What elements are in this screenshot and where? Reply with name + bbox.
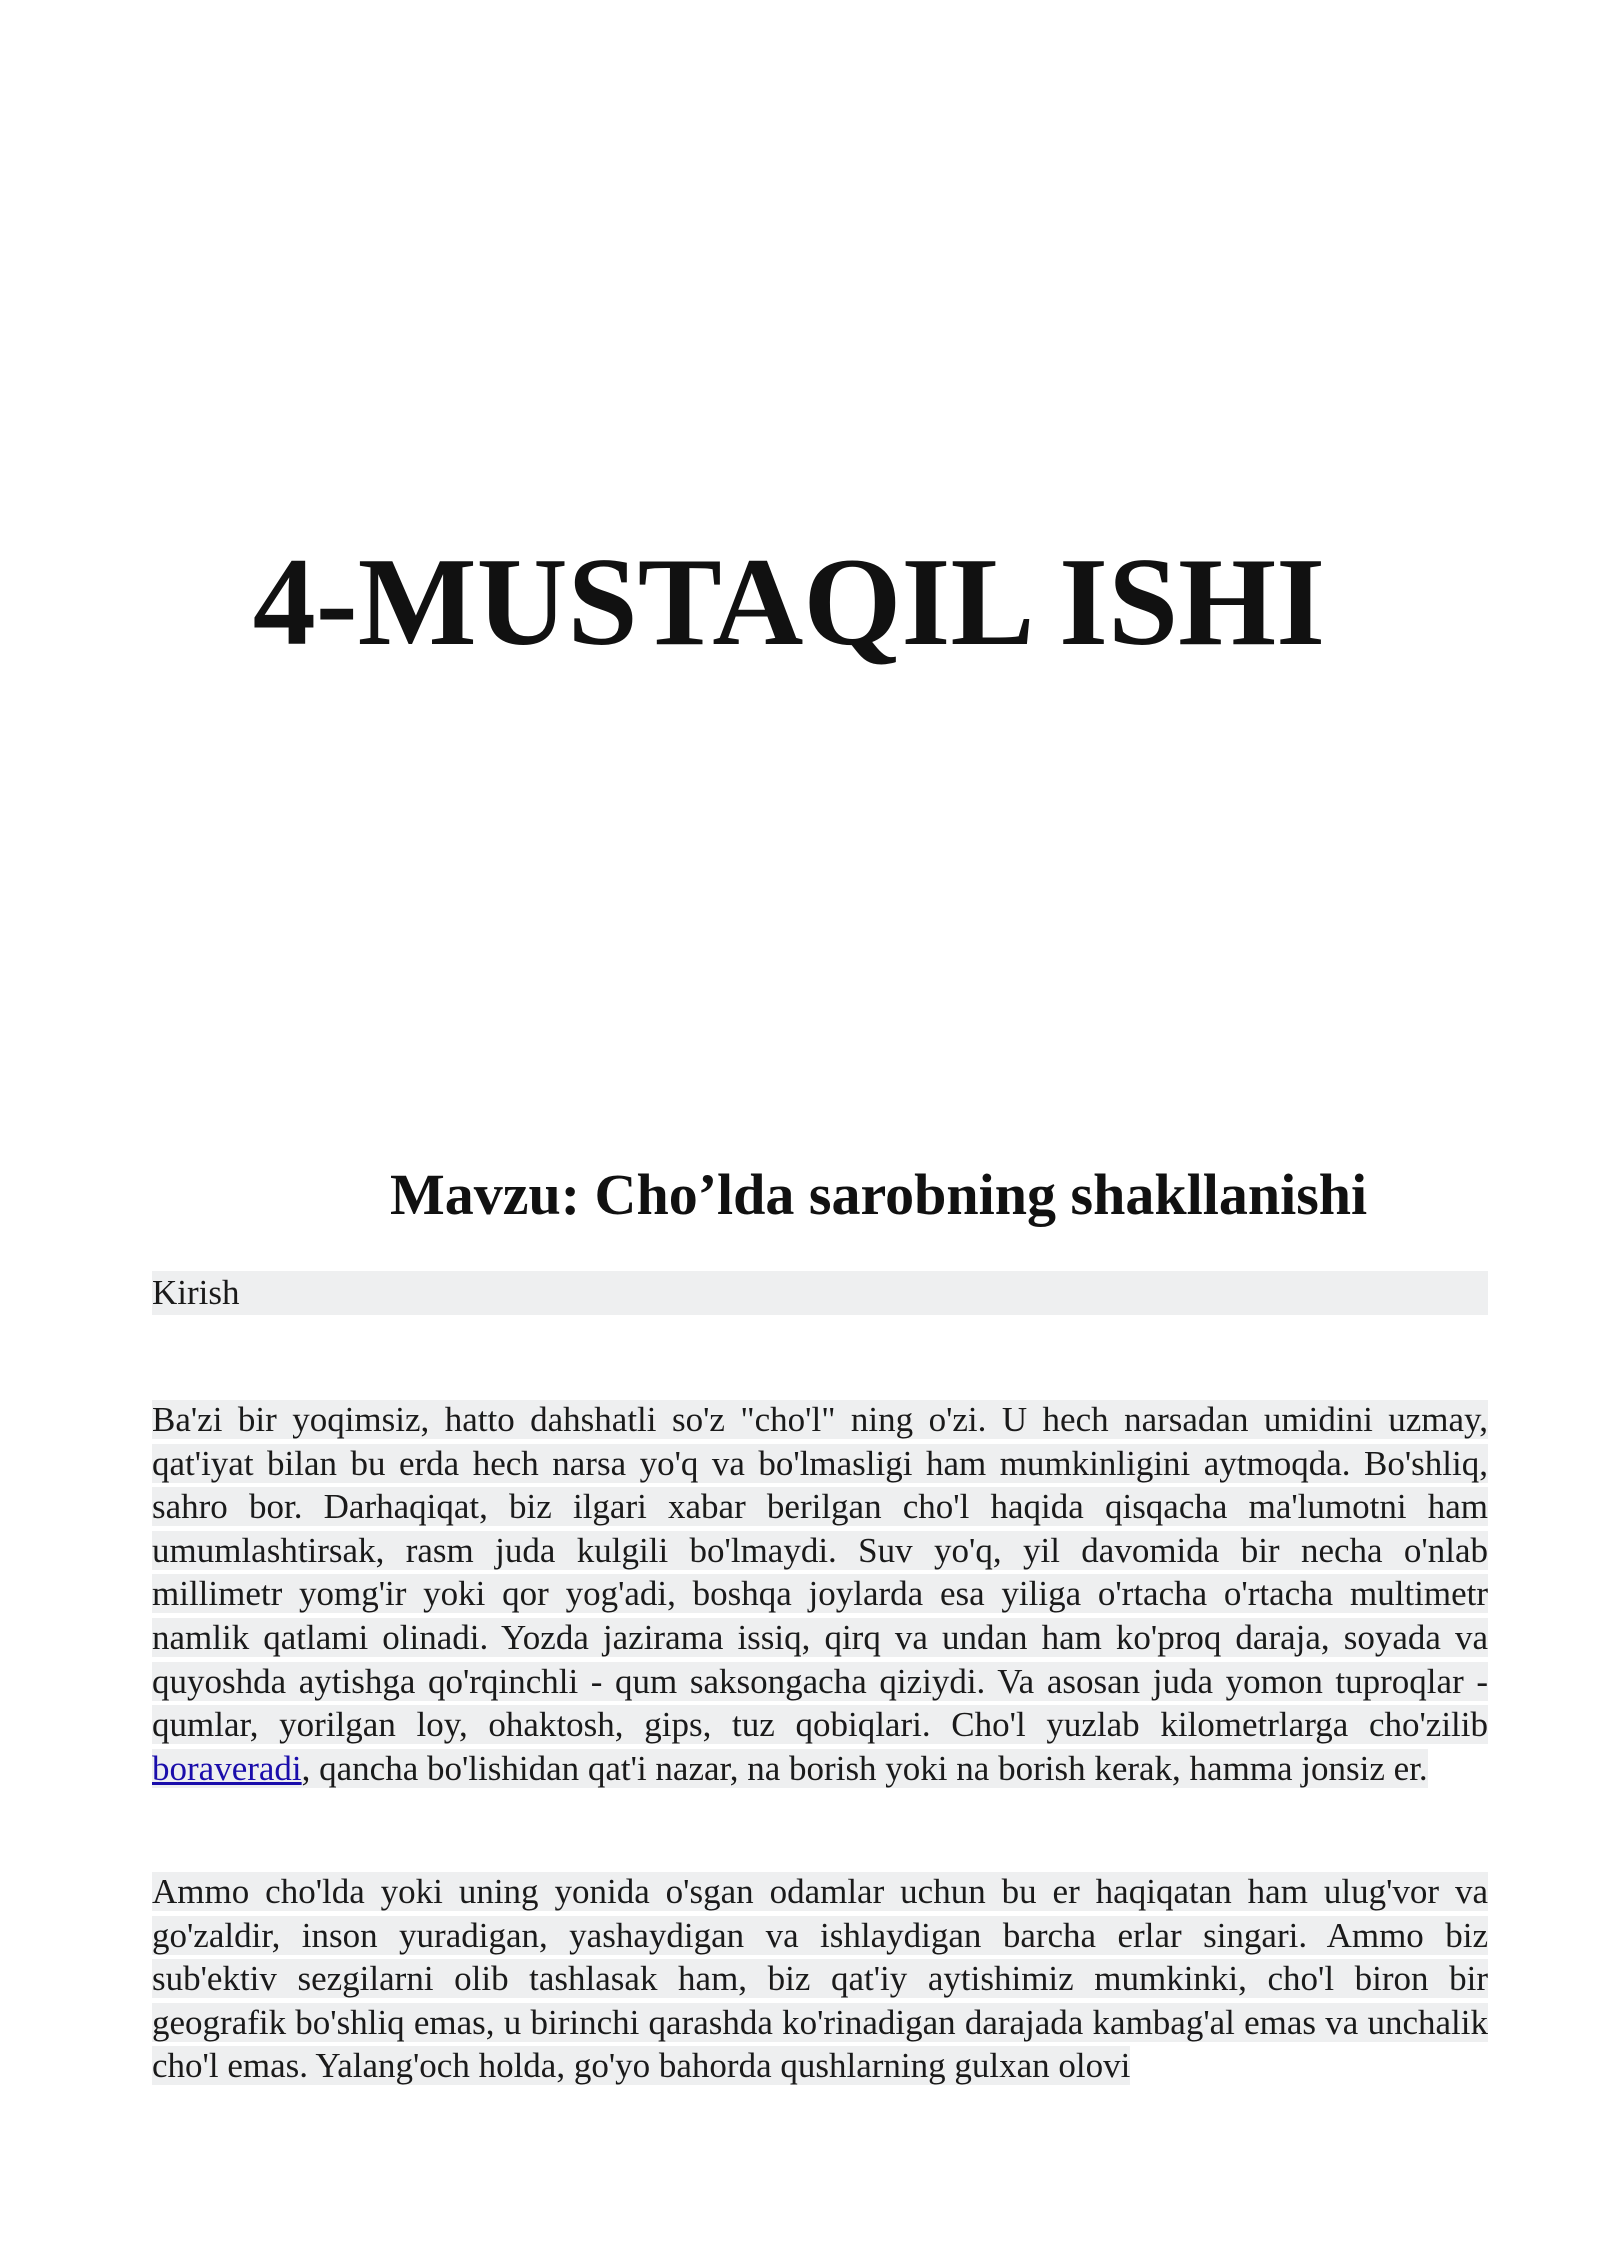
boraveradi-link[interactable]: boraveradi <box>152 1748 302 1788</box>
paragraph-intro-2 <box>152 1870 1488 2088</box>
paragraph-intro-2-text: Ammo cho'lda yoki uning yonida o'sgan odamlar uchun bu er haqiqatan ham ulug'vor va go'zaldir, inson yuradigan, yashaydigan va ishlaydigan barcha erlar singari. Ammo biz sub'ektiv sezgilarni olib tashlasak ham, biz qat'iy aytishimiz mumkinki, cho'l biron bir geografik bo'shliq emas, u birinchi qarashda ko'rinadigan darajada kambag'al emas va unchalik cho'l emas. Yalang'och holda, go'yo bahorda qushlarning gulxan olovi <box>152 1872 1488 2086</box>
section-label-intro: Kirish <box>152 1271 1488 1315</box>
subject-heading: Mavzu: Cho’lda sarobning shakllanishi <box>390 1162 1368 1227</box>
paragraph-intro-1-text-after: , qancha bo'lishidan qat'i nazar, na borish yoki na borish kerak, hamma jonsiz er. <box>301 1748 1428 1788</box>
paragraph-intro-1-text-before: Ba'zi bir yoqimsiz, hatto dahshatli so'z "cho'l" ning o'zi. U hech narsadan umidini uzmay, qat'iyat bilan bu erda hech narsa yo'q va bo'lmasligi ham mumkinligini aytmoqda. Bo'shliq, sahro bor. Darhaqiqat, biz ilgari xabar berilgan cho'l haqida qisqacha ma'lumotni ham umumlashtirsak, rasm juda kulgili bo'lmaydi. Suv yo'q, yil davomida bir necha o'nlab millimetr yomg'ir yoki qor yog'adi, boshqa joylarda esa yiliga o'rtacha o'rtacha multimetr namlik qatlami olinadi. Yozda jazirama issiq, qirq va undan ham ko'proq daraja, soyada va quyoshda aytishga qo'rqinchli - qum saksongacha qiziydi. Va asosan juda yomon tuproqlar - qumlar, yorilgan loy, ohaktosh, gips, tuz qobiqlari. Cho'l yuzlab kilometrlarga cho'zilib <box>152 1400 1488 1745</box>
paragraph-intro-1 <box>152 1398 1488 1790</box>
main-title: 4-MUSTAQIL ISHI <box>252 533 1326 672</box>
paragraph-intro-1-highlight <box>152 1400 1488 1788</box>
